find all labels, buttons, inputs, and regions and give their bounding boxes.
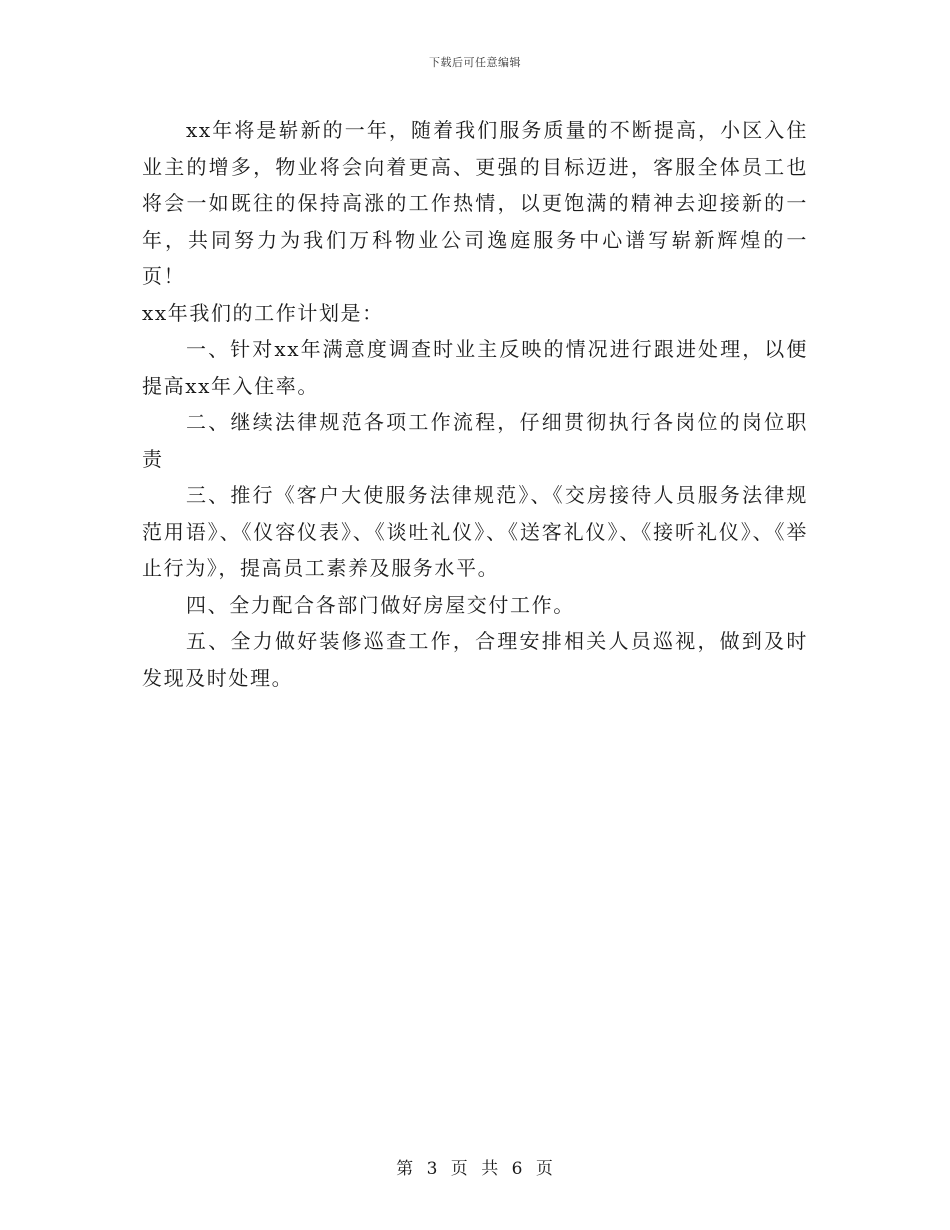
plan-item-1: 一、针对xx年满意度调查时业主反映的情况进行跟进处理，以便提高xx年入住率。 (142, 337, 808, 398)
document-body (142, 112, 808, 696)
plan-item-2: 二、继续法律规范各项工作流程，仔细贯彻执行各岗位的岗位职责 (142, 410, 808, 471)
plan-item-5: 五、全力做好装修巡查工作，合理安排相关人员巡视，做到及时发现及时处理。 (142, 629, 808, 690)
plan-item-3: 三、推行《客户大使服务法律规范》、《交房接待人员服务法律规范用语》、《仪容仪表》、《谈吐礼仪》、《送客礼仪》、《接听礼仪》、《举止行为》，提高员工素养及服务水平。 (142, 483, 808, 580)
header-note: 下载后可任意编辑 (429, 56, 521, 69)
page-number: 第 3 页 共 6 页 (396, 1159, 554, 1179)
paragraph-intro: xx年将是崭新的一年，随着我们服务质量的不断提高，小区入住业主的增多，物业将会向着更高、更强的目标迈进，客服全体员工也将会一如既往的保持高涨的工作热情，以更饱满的精神去迎接新的一年，共同努力为我们万科物业公司逸庭服务中心谱写崭新辉煌的一页！ (142, 118, 808, 288)
plan-item-4: 四、全力配合各部门做好房屋交付工作。 (186, 592, 575, 617)
paragraph-plan-heading: xx年我们的工作计划是： (142, 300, 384, 325)
